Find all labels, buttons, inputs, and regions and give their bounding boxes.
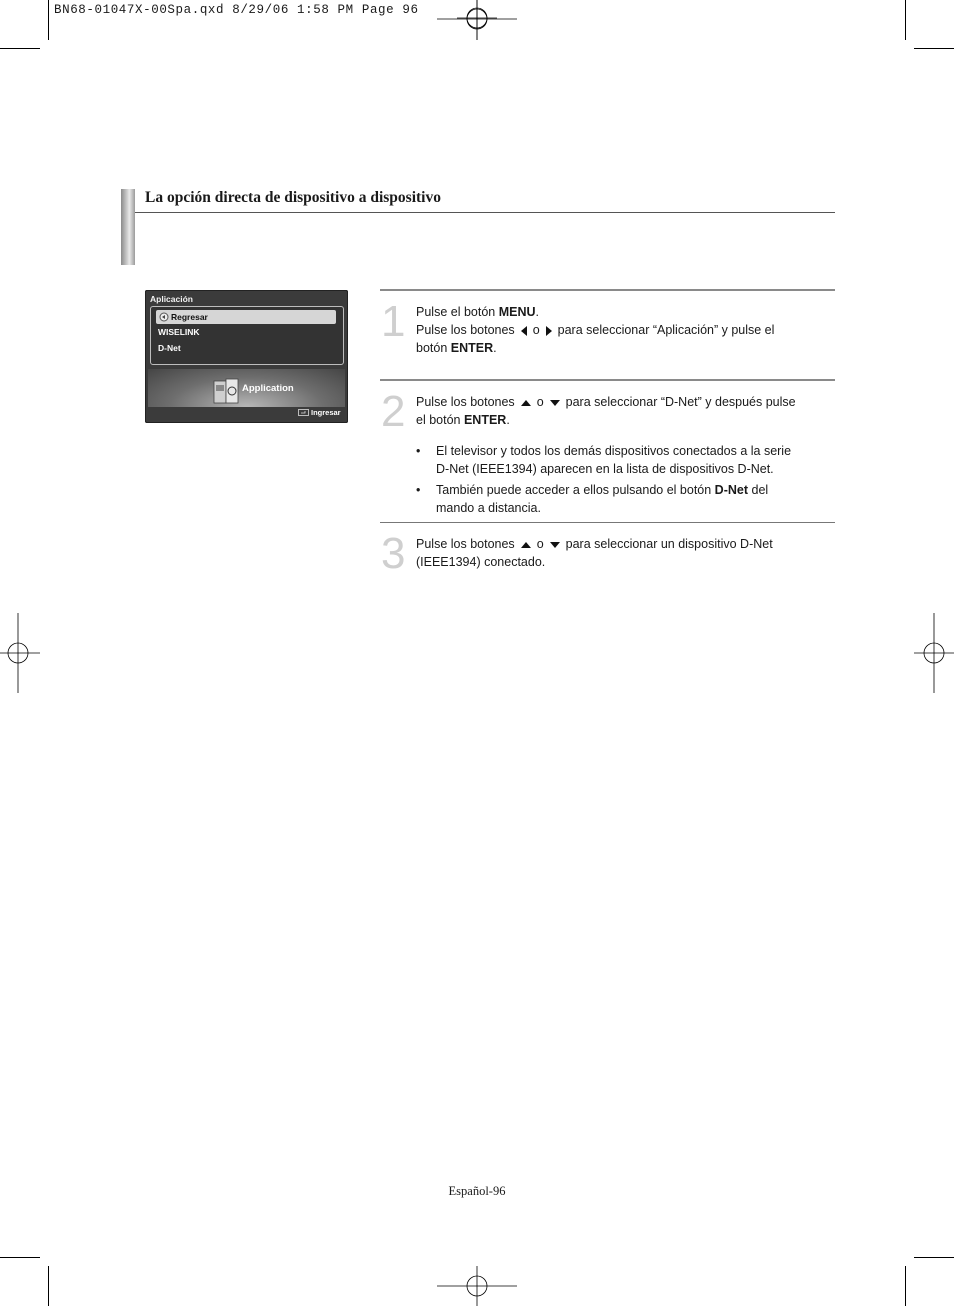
crop-mark <box>48 0 49 40</box>
page-number: Español-96 <box>448 1184 506 1198</box>
down-arrow-icon <box>550 542 560 548</box>
enter-key-icon <box>298 409 309 416</box>
down-arrow-icon <box>550 400 560 406</box>
osd-enter-label: Ingresar <box>311 408 341 417</box>
osd-menu-title: Aplicación <box>150 294 193 304</box>
section-title-rule <box>135 212 835 213</box>
registration-mark-icon <box>437 0 517 40</box>
step-3-text: Pulse los botones o para seleccionar un dispositivo D-Net (IEEE1394) conectado. <box>416 537 773 569</box>
registration-mark-icon <box>914 613 954 693</box>
return-icon <box>159 312 169 322</box>
step-divider <box>380 522 835 523</box>
print-file-info: BN68-01047X-00Spa.qxd 8/29/06 1:58 PM Page 96 <box>54 3 419 17</box>
step-number-1: 1 <box>381 297 406 346</box>
step-2-bullets: • El televisor y todos los demás dispositivos conectados a la serie D-Net (IEEE1394) aparecen en la lista de dispositivos D-Net. • También puede acceder a ellos pulsando el botón D-Net del mando a distancia. <box>416 444 792 515</box>
up-arrow-icon <box>521 542 531 548</box>
crop-mark <box>905 0 906 40</box>
left-arrow-icon <box>521 326 527 336</box>
section-title-bar <box>121 189 135 265</box>
crop-mark <box>905 1266 906 1306</box>
crop-mark <box>0 1257 40 1258</box>
right-arrow-icon <box>546 326 552 336</box>
registration-mark-icon <box>437 1266 517 1306</box>
osd-application-label: Application <box>242 383 294 394</box>
registration-mark-icon <box>0 613 40 693</box>
step-number-3: 3 <box>381 529 406 578</box>
crop-mark <box>0 48 40 49</box>
crop-mark <box>914 48 954 49</box>
osd-item-wiselink[interactable]: WISELINK <box>158 327 200 337</box>
section-title: La opción directa de dispositivo a dispositivo <box>145 189 441 206</box>
osd-menu-list <box>150 306 344 365</box>
osd-menu-screenshot <box>145 290 348 423</box>
step-2-text: Pulse los botones o para seleccionar “D-Net” y después pulse el botón ENTER. <box>416 395 796 427</box>
application-icon <box>213 378 239 406</box>
step-1-text: Pulse el botón MENU. Pulse los botones o para seleccionar “Aplicación” y pulse el botón ENTER. <box>416 305 775 355</box>
osd-item-dnet[interactable]: D-Net <box>158 343 181 353</box>
crop-mark <box>914 1257 954 1258</box>
crop-mark <box>48 1266 49 1306</box>
osd-item-regresar[interactable]: Regresar <box>171 312 208 322</box>
up-arrow-icon <box>521 400 531 406</box>
step-divider <box>380 379 835 381</box>
step-number-2: 2 <box>381 387 406 436</box>
step-divider <box>380 289 835 291</box>
